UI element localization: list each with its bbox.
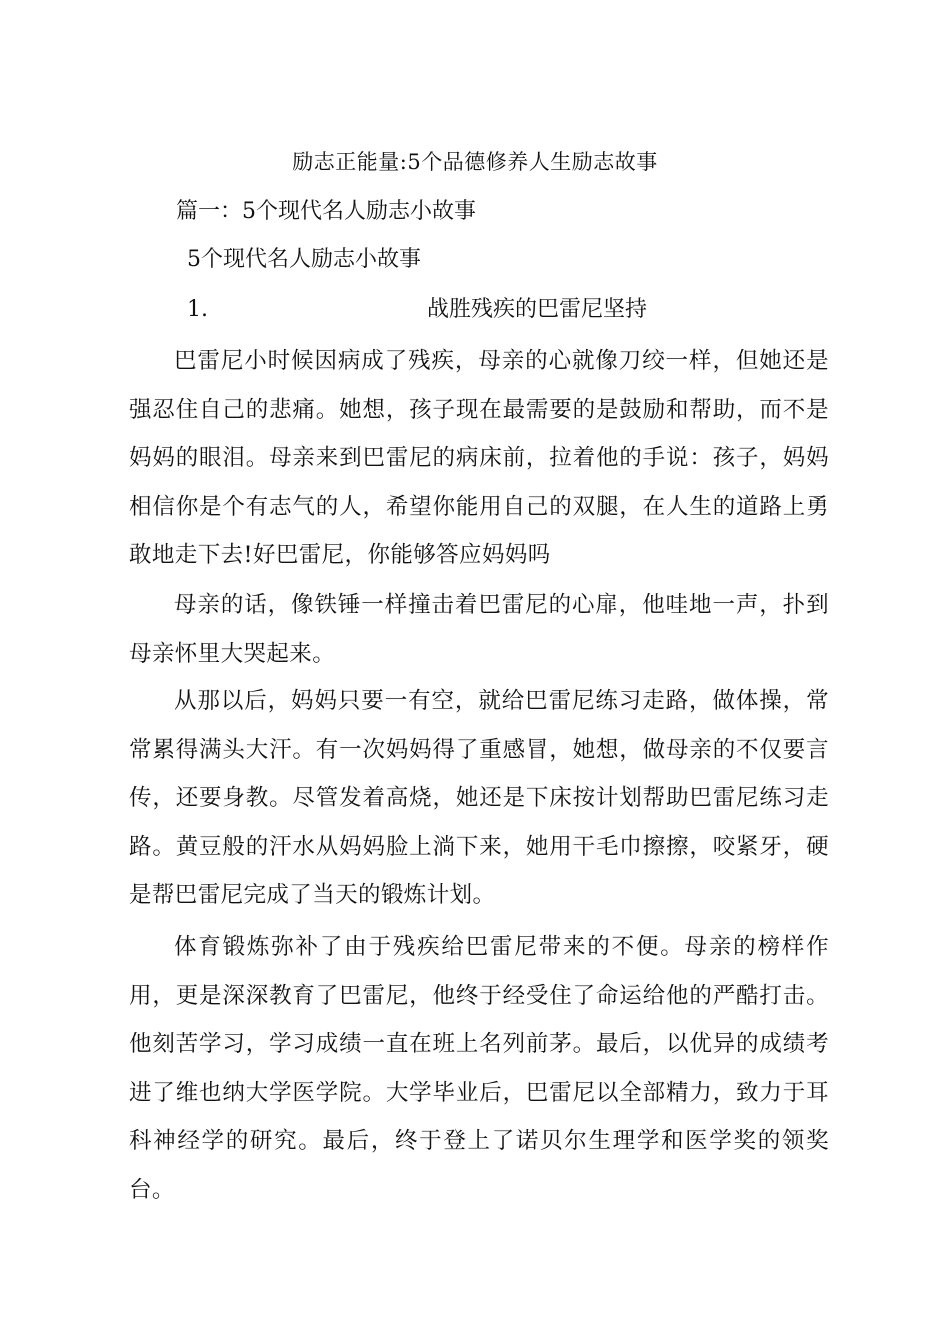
paragraph-3: 从那以后，妈妈只要一有空，就给巴雷尼练习走路，做体操，常常累得满头大汗。有一次妈妈得了重感冒，她想，做母亲的不仅要言传，还要身教。尽管发着高烧，她还是下床按计划帮助巴雷尼练习走路。黄豆般的汗水从妈妈脸上淌下来，她用干毛巾擦擦，咬紧牙，硬是帮巴雷尼完成了当天的锻炼计划。 xyxy=(129,688,829,908)
paragraph-4: 体育锻炼弥补了由于残疾给巴雷尼带来的不便。母亲的榜样作用，更是深深教育了巴雷尼，他终于经受住了命运给他的严酷打击。他刻苦学习，学习成绩一直在班上名列前茅。最后，以优异的成绩考进了维也纳大学医学院。大学毕业后，巴雷尼以全部精力，致力于耳科神经学的研究。最后，终于登上了诺贝尔生理学和医学奖的领奖台。 xyxy=(129,934,829,1203)
sub-heading: 5个现代名人励志小故事 xyxy=(187,247,421,272)
section-title: 战胜残疾的巴雷尼坚持 xyxy=(427,297,648,322)
paragraph-1: 巴雷尼小时候因病成了残疾，母亲的心就像刀绞一样，但她还是强忍住自己的悲痛。她想，孩子现在最需要的是鼓励和帮助，而不是妈妈的眼泪。母亲来到巴雷尼的病床前，拉着他的手说：孩子，妈妈相信你是个有志气的人，希望你能用自己的双腿，在人生的道路上勇敢地走下去!好巴雷尼，你能够答应妈妈吗 xyxy=(129,348,829,568)
section-number: 1. xyxy=(187,297,208,322)
chapter-heading: 篇一：5个现代名人励志小故事 xyxy=(176,199,476,224)
paragraph-2: 母亲的话，像铁锤一样撞击着巴雷尼的心扉，他哇地一声，扑到母亲怀里大哭起来。 xyxy=(129,592,829,667)
document-title: 励志正能量:5个品德修养人生励志故事 xyxy=(292,150,658,174)
